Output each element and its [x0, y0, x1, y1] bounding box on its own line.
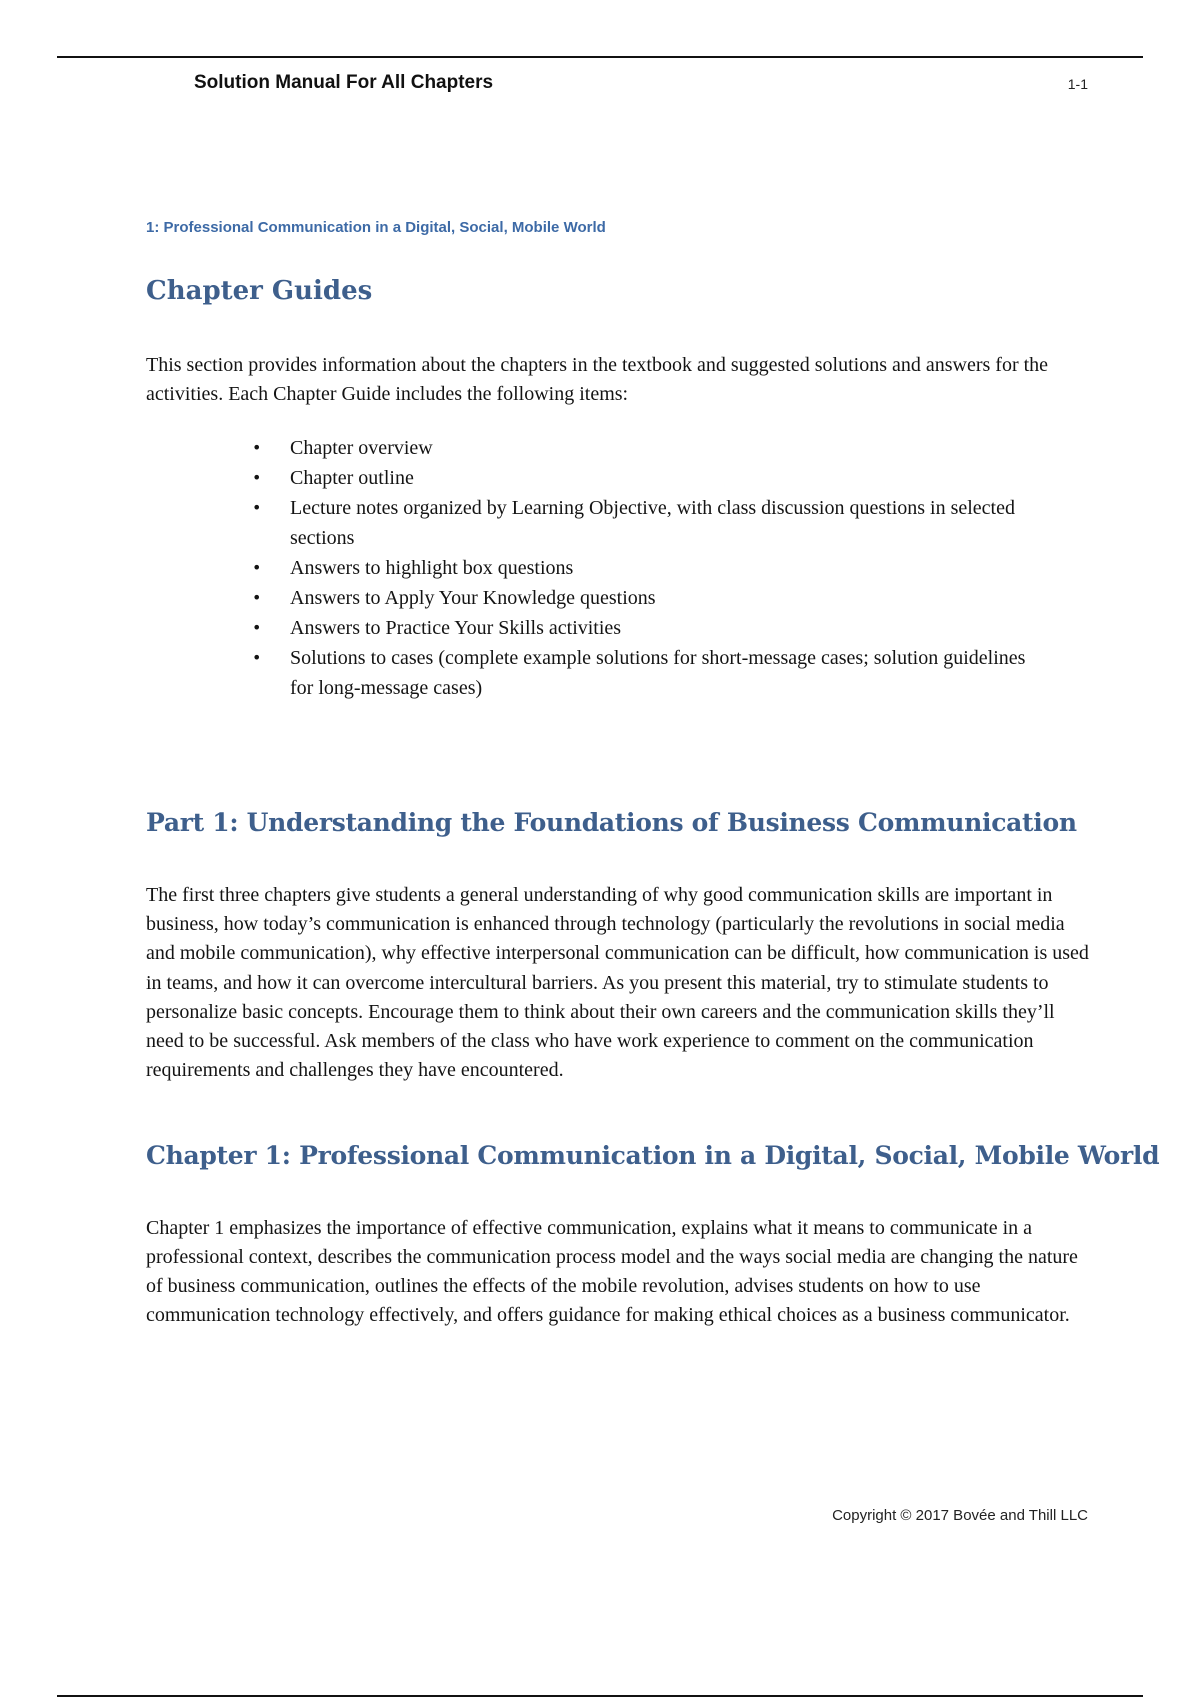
list-item	[252, 493, 1050, 553]
part1-heading: Part 1: Understanding the Foundations of Business Communication	[146, 808, 1077, 837]
list-item	[252, 583, 1050, 613]
chapter1-heading: Chapter 1: Professional Communication in a Digital, Social, Mobile World	[146, 1141, 1160, 1170]
bullet-icon: •	[252, 438, 262, 457]
chapter-guides-heading: Chapter Guides	[146, 276, 373, 306]
list-item	[252, 643, 1050, 703]
top-rule	[57, 56, 1143, 58]
copyright-notice: Copyright © 2017 Bovée and Thill LLC	[832, 1507, 1088, 1524]
list-item-text: Lecture notes organized by Learning Objective, with class discussion questions in selected sections	[290, 497, 1015, 549]
list-item-text: Answers to Practice Your Skills activities	[290, 617, 622, 639]
page-number: 1-1	[1067, 76, 1088, 92]
chapter-guide-items-list	[252, 433, 1050, 703]
bullet-icon: •	[252, 498, 262, 517]
list-item-text: Solutions to cases (complete example solutions for short-message cases; solution guidelines for long-message cases)	[290, 647, 1026, 699]
list-item	[252, 553, 1050, 583]
bullet-icon: •	[252, 618, 262, 637]
list-item-text: Answers to Apply Your Knowledge questions	[290, 587, 656, 609]
list-item-text: Answers to highlight box questions	[290, 557, 574, 579]
list-item-text: Chapter overview	[290, 437, 433, 459]
running-header-title: Solution Manual For All Chapters	[194, 72, 494, 93]
bottom-rule	[57, 1695, 1143, 1697]
section-label: 1: Professional Communication in a Digital, Social, Mobile World	[146, 219, 606, 236]
list-item	[252, 463, 1050, 493]
list-item	[252, 613, 1050, 643]
list-item	[252, 433, 1050, 463]
bullet-icon: •	[252, 588, 262, 607]
chapter-guides-intro: This section provides information about the chapters in the textbook and suggested solutions and answers for the activities. Each Chapter Guide includes the following items:	[146, 354, 1049, 405]
part1-body: The first three chapters give students a general understanding of why good communication skills are important in business, how today’s communication is enhanced through technology (particularly the revolutions in social media and mobile communication), why effective interpersonal communication can be difficult, how communication is used in teams, and how it can overcome intercultural barriers. As you present this material, try to stimulate students to personalize basic concepts. Encourage them to think about their own careers and the communication skills they’ll need to be successful. Ask members of the class who have work experience to comment on the communication requirements and challenges they have encountered.	[146, 884, 1089, 1082]
list-item-text: Chapter outline	[290, 467, 414, 489]
bullet-icon: •	[252, 648, 262, 667]
chapter1-body: Chapter 1 emphasizes the importance of effective communication, explains what it means to communicate in a professional context, describes the communication process model and the ways social media are changing the nature of business communication, outlines the effects of the mobile revolution, advises students on how to use communication technology effectively, and offers guidance for making ethical choices as a business communicator.	[146, 1217, 1078, 1326]
bullet-icon: •	[252, 468, 262, 487]
bullet-icon: •	[252, 558, 262, 577]
